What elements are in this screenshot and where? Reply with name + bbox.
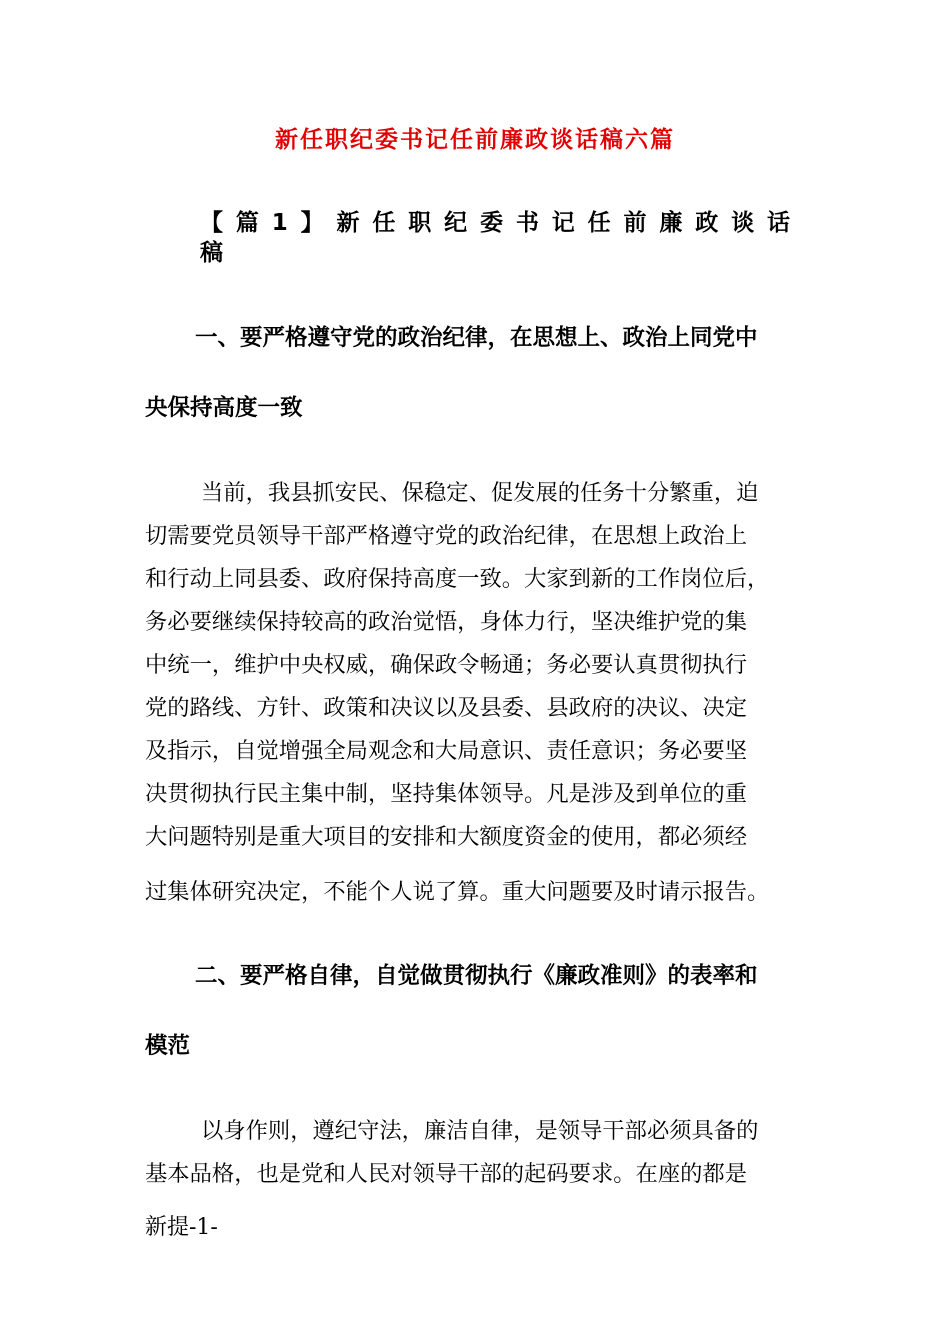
document-title: 新任职纪委书记任前廉政谈话稿六篇 [275, 127, 675, 153]
paragraph-2 [145, 1110, 817, 1196]
paragraph-line: 中统一，维护中央权威，确保政令畅通；务必要认真贯彻执行 [145, 652, 748, 678]
paragraph-line: 决贯彻执行民主集中制，坚持集体领导。凡是涉及到单位的重 [145, 781, 748, 807]
heading-1 [145, 303, 815, 443]
heading-1-line-1: 一、要严格遵守党的政治纪律，在思想上、政治上同党中 [195, 325, 758, 351]
section-title-line-1: 【篇1】新任职纪委书记任前廉政谈话 [200, 210, 790, 236]
paragraph-line: 大问题特别是重大项目的安排和大额度资金的使用，都必须经 [145, 824, 748, 850]
paragraph-line: 过集体研究决定，不能个人说了算。重大问题要及时请示报告。 [145, 879, 770, 905]
paragraph-line: 党的路线、方针、政策和决议以及县委、县政府的决议、决定 [145, 695, 748, 721]
page-footer: 新提-1- [145, 1215, 218, 1240]
section-title [200, 208, 790, 268]
paragraph-line: 当前，我县抓安民、保稳定、促发展的任务十分繁重，迫 [201, 480, 759, 506]
heading-2 [145, 941, 815, 1081]
paragraph-line: 基本品格，也是党和人民对领导干部的起码要求。在座的都是 [145, 1161, 748, 1187]
paragraph-line: 和行动上同县委、政府保持高度一致。大家到新的工作岗位后， [145, 566, 770, 592]
paragraph-1 [145, 472, 817, 914]
paragraph-line: 以身作则，遵纪守法，廉洁自律，是领导干部必须具备的 [201, 1118, 759, 1144]
heading-1-line-2: 央保持高度一致 [145, 395, 303, 421]
paragraph-line: 务必要继续保持较高的政治觉悟，身体力行，坚决维护党的集 [145, 609, 748, 635]
paragraph-line: 及指示，自觉增强全局观念和大局意识、责任意识；务必要坚 [145, 738, 748, 764]
heading-2-line-1: 二、要严格自律，自觉做贯彻执行《廉政准则》的表率和 [195, 963, 758, 989]
paragraph-line: 切需要党员领导干部严格遵守党的政治纪律，在思想上政治上 [145, 523, 748, 549]
heading-2-line-2: 模范 [145, 1033, 191, 1059]
section-title-line-2: 稿 [200, 240, 223, 266]
